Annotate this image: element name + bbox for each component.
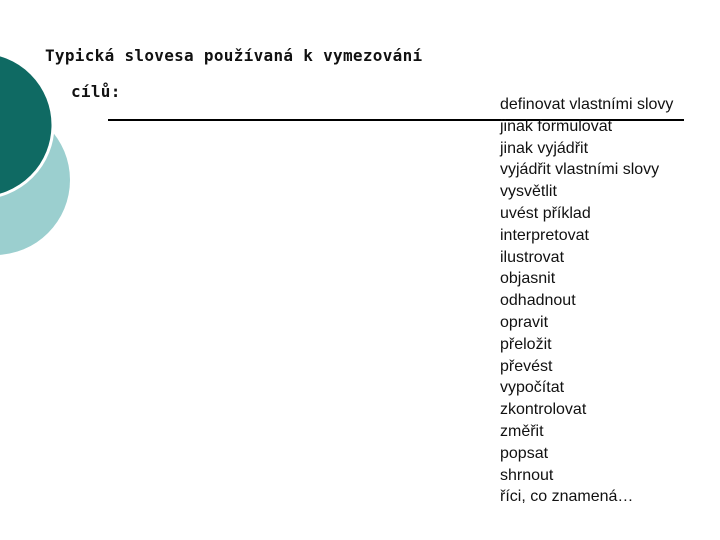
list-item: vysvětlit — [500, 183, 557, 201]
list-item: opravit — [500, 313, 549, 331]
list-item: interpretovat — [500, 226, 589, 244]
title-line-1: Typická slovesa používaná k vymezování — [45, 46, 423, 65]
list-item: zkontrolovat — [500, 401, 587, 419]
list-item: objasnit — [500, 270, 556, 288]
list-item: popsat — [500, 444, 549, 462]
list-item: ilustrovat — [500, 248, 565, 266]
slide-title — [45, 38, 515, 110]
list-item: přeložit — [500, 335, 552, 353]
list-item: změřit — [500, 422, 544, 440]
list-item: shrnout — [500, 466, 554, 484]
list-item: říci, co znamená… — [500, 488, 634, 506]
list-item: jinak formulovat — [500, 117, 613, 135]
list-item: převést — [500, 357, 553, 375]
list-item: odhadnout — [500, 292, 576, 310]
verb-list — [500, 94, 673, 508]
list-item: uvést příklad — [500, 204, 591, 222]
list-item: definovat vlastními slovy — [500, 96, 674, 113]
list-item: vyjádřit vlastními slovy — [500, 161, 660, 179]
list-item: jinak vyjádřit — [500, 139, 589, 157]
title-line-2: cílů: — [71, 82, 121, 101]
list-item: vypočítat — [500, 379, 565, 397]
